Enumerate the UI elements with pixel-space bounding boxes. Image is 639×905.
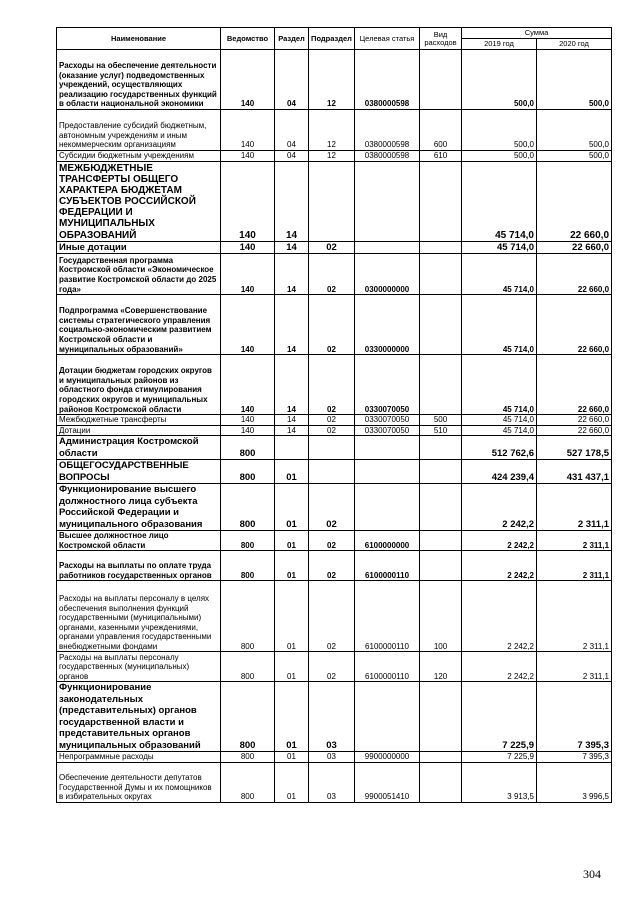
row-name: Расходы на выплаты персоналу в целях обеспечения выполнения функций государственными (муниципальными) органами, казенными учреждениями, органами управления государственными внебюджетными фондами bbox=[57, 581, 221, 652]
row-name: Подпрограмма «Совершенствование системы стратегического управления социально-экономическим развитием Костромской области и муниципальных образований» bbox=[57, 295, 221, 355]
row-subsection: 02 bbox=[309, 484, 355, 531]
row-dept: 800 bbox=[221, 581, 275, 652]
table-row bbox=[57, 415, 612, 426]
row-target: 9900051410 bbox=[355, 763, 420, 803]
row-2020: 22 660,0 bbox=[537, 161, 612, 241]
table-row bbox=[57, 254, 612, 295]
row-section: 01 bbox=[275, 460, 309, 484]
header-name: Наименование bbox=[57, 28, 221, 50]
row-name: Непрограммные расходы bbox=[57, 752, 221, 763]
table-row bbox=[57, 752, 612, 763]
row-name: Дотации bbox=[57, 425, 221, 436]
row-2019: 45 714,0 bbox=[462, 295, 537, 355]
row-2019: 45 714,0 bbox=[462, 425, 537, 436]
row-exp-type bbox=[420, 254, 462, 295]
row-exp-type: 500 bbox=[420, 415, 462, 426]
row-target bbox=[355, 682, 420, 752]
row-exp-type bbox=[420, 355, 462, 415]
row-subsection bbox=[309, 460, 355, 484]
row-2020: 2 311,1 bbox=[537, 551, 612, 581]
row-subsection bbox=[309, 161, 355, 241]
row-subsection: 02 bbox=[309, 355, 355, 415]
row-dept: 800 bbox=[221, 752, 275, 763]
row-dept: 800 bbox=[221, 531, 275, 551]
row-subsection: 12 bbox=[309, 50, 355, 110]
table-row bbox=[57, 484, 612, 531]
row-exp-type: 600 bbox=[420, 110, 462, 151]
row-target: 6100000000 bbox=[355, 531, 420, 551]
row-dept: 140 bbox=[221, 110, 275, 151]
table-row bbox=[57, 551, 612, 581]
row-name: Обеспечение деятельности депутатов Государственной Думы и их помощников в избирательных округах bbox=[57, 763, 221, 803]
row-target: 0330070050 bbox=[355, 355, 420, 415]
row-dept: 800 bbox=[221, 652, 275, 682]
header-section: Раздел bbox=[275, 28, 309, 50]
table-row bbox=[57, 50, 612, 110]
header-year-2019: 2019 год bbox=[462, 39, 537, 50]
row-exp-type: 510 bbox=[420, 425, 462, 436]
row-dept: 800 bbox=[221, 436, 275, 460]
row-subsection: 02 bbox=[309, 551, 355, 581]
row-2020: 500,0 bbox=[537, 50, 612, 110]
row-2019: 45 714,0 bbox=[462, 241, 537, 254]
row-dept: 800 bbox=[221, 551, 275, 581]
row-target bbox=[355, 161, 420, 241]
row-name: ОБЩЕГОСУДАРСТВЕННЫЕ ВОПРОСЫ bbox=[57, 460, 221, 484]
row-exp-type bbox=[420, 460, 462, 484]
row-target: 6100000110 bbox=[355, 581, 420, 652]
row-exp-type: 100 bbox=[420, 581, 462, 652]
row-2020: 527 178,5 bbox=[537, 436, 612, 460]
row-section: 14 bbox=[275, 241, 309, 254]
row-section: 14 bbox=[275, 355, 309, 415]
row-section: 01 bbox=[275, 652, 309, 682]
row-2020: 22 660,0 bbox=[537, 355, 612, 415]
row-section: 01 bbox=[275, 581, 309, 652]
table-row bbox=[57, 161, 612, 241]
row-2020: 2 311,1 bbox=[537, 581, 612, 652]
row-name: Иные дотации bbox=[57, 241, 221, 254]
row-2019: 500,0 bbox=[462, 110, 537, 151]
row-2020: 2 311,1 bbox=[537, 531, 612, 551]
table-row bbox=[57, 682, 612, 752]
row-name: Государственная программа Костромской области «Экономическое развитие Костромской области до 2025 года» bbox=[57, 254, 221, 295]
header-dept: Ведомство bbox=[221, 28, 275, 50]
row-2019: 7 225,9 bbox=[462, 752, 537, 763]
row-section: 14 bbox=[275, 254, 309, 295]
row-exp-type bbox=[420, 752, 462, 763]
row-section: 04 bbox=[275, 50, 309, 110]
row-subsection: 02 bbox=[309, 581, 355, 652]
row-target: 0380000598 bbox=[355, 110, 420, 151]
row-section bbox=[275, 436, 309, 460]
row-exp-type: 610 bbox=[420, 151, 462, 162]
row-dept: 140 bbox=[221, 355, 275, 415]
row-2019: 500,0 bbox=[462, 151, 537, 162]
row-2019: 2 242,2 bbox=[462, 581, 537, 652]
row-dept: 140 bbox=[221, 295, 275, 355]
row-subsection: 02 bbox=[309, 425, 355, 436]
row-section: 14 bbox=[275, 295, 309, 355]
row-target bbox=[355, 241, 420, 254]
row-dept: 800 bbox=[221, 682, 275, 752]
row-name: Дотации бюджетам городских округов и муниципальных районов из областного фонда стимулирования городских округов и муниципальных районов Костромской области bbox=[57, 355, 221, 415]
row-dept: 140 bbox=[221, 425, 275, 436]
row-name: Функционирование законодательных (представительных) органов государственной власти и представительных органов муниципальных образований bbox=[57, 682, 221, 752]
row-subsection: 02 bbox=[309, 254, 355, 295]
row-exp-type bbox=[420, 295, 462, 355]
row-dept: 140 bbox=[221, 241, 275, 254]
row-exp-type bbox=[420, 50, 462, 110]
row-dept: 140 bbox=[221, 50, 275, 110]
budget-table bbox=[56, 27, 612, 803]
table-row bbox=[57, 652, 612, 682]
row-2019: 2 242,2 bbox=[462, 531, 537, 551]
row-target bbox=[355, 436, 420, 460]
row-section: 14 bbox=[275, 425, 309, 436]
row-dept: 140 bbox=[221, 415, 275, 426]
row-name: Администрация Костромской области bbox=[57, 436, 221, 460]
table-row bbox=[57, 110, 612, 151]
row-section: 01 bbox=[275, 531, 309, 551]
row-2019: 2 242,2 bbox=[462, 551, 537, 581]
row-name: Расходы на выплаты персоналу государственных (муниципальных) органов bbox=[57, 652, 221, 682]
table-row bbox=[57, 763, 612, 803]
header-subsection: Подраздел bbox=[309, 28, 355, 50]
row-target: 0380000598 bbox=[355, 151, 420, 162]
header-target: Целевая статья bbox=[355, 28, 420, 50]
row-2019: 45 714,0 bbox=[462, 415, 537, 426]
row-2019: 2 242,2 bbox=[462, 652, 537, 682]
row-target: 0380000598 bbox=[355, 50, 420, 110]
row-2020: 22 660,0 bbox=[537, 295, 612, 355]
row-target bbox=[355, 460, 420, 484]
row-section: 14 bbox=[275, 161, 309, 241]
table-row bbox=[57, 531, 612, 551]
row-subsection: 02 bbox=[309, 241, 355, 254]
row-name: Высшее должностное лицо Костромской области bbox=[57, 531, 221, 551]
row-name: Расходы на выплаты по оплате труда работников государственных органов bbox=[57, 551, 221, 581]
row-dept: 140 bbox=[221, 151, 275, 162]
row-name: Функционирование высшего должностного лица субъекта Российской Федерации и муниципального образования bbox=[57, 484, 221, 531]
row-2020: 22 660,0 bbox=[537, 415, 612, 426]
row-2019: 7 225,9 bbox=[462, 682, 537, 752]
row-name: Субсидии бюджетным учреждениям bbox=[57, 151, 221, 162]
row-exp-type bbox=[420, 161, 462, 241]
row-section: 04 bbox=[275, 110, 309, 151]
row-section: 01 bbox=[275, 551, 309, 581]
row-2019: 2 242,2 bbox=[462, 484, 537, 531]
row-exp-type bbox=[420, 484, 462, 531]
row-exp-type bbox=[420, 531, 462, 551]
row-name: Предоставление субсидий бюджетным, автономным учреждениям и иным некоммерческим организациям bbox=[57, 110, 221, 151]
table-row bbox=[57, 436, 612, 460]
row-2019: 45 714,0 bbox=[462, 254, 537, 295]
row-2020: 2 311,1 bbox=[537, 652, 612, 682]
row-2020: 500,0 bbox=[537, 151, 612, 162]
row-2020: 500,0 bbox=[537, 110, 612, 151]
row-2020: 3 996,5 bbox=[537, 763, 612, 803]
row-2019: 424 239,4 bbox=[462, 460, 537, 484]
row-2019: 3 913,5 bbox=[462, 763, 537, 803]
row-subsection: 02 bbox=[309, 415, 355, 426]
row-subsection: 12 bbox=[309, 151, 355, 162]
row-subsection: 12 bbox=[309, 110, 355, 151]
table-row bbox=[57, 460, 612, 484]
row-target: 0300000000 bbox=[355, 254, 420, 295]
row-section: 04 bbox=[275, 151, 309, 162]
row-target bbox=[355, 484, 420, 531]
row-section: 01 bbox=[275, 682, 309, 752]
row-target: 6100000110 bbox=[355, 551, 420, 581]
row-dept: 800 bbox=[221, 763, 275, 803]
table-row bbox=[57, 581, 612, 652]
table-row bbox=[57, 355, 612, 415]
row-dept: 800 bbox=[221, 460, 275, 484]
header-sum: Сумма bbox=[462, 28, 612, 39]
row-2019: 500,0 bbox=[462, 50, 537, 110]
row-dept: 800 bbox=[221, 484, 275, 531]
row-2020: 22 660,0 bbox=[537, 241, 612, 254]
row-2019: 512 762,6 bbox=[462, 436, 537, 460]
row-dept: 140 bbox=[221, 161, 275, 241]
row-subsection bbox=[309, 436, 355, 460]
row-exp-type bbox=[420, 241, 462, 254]
header-exp-type: Вид расходов bbox=[420, 28, 462, 50]
row-2019: 45 714,0 bbox=[462, 161, 537, 241]
row-name: Расходы на обеспечение деятельности (оказание услуг) подведомственных учреждений, осуществляющих реализацию государственных функций в области национальной экономики bbox=[57, 50, 221, 110]
row-subsection: 02 bbox=[309, 295, 355, 355]
row-exp-type bbox=[420, 551, 462, 581]
table-row bbox=[57, 295, 612, 355]
table-row bbox=[57, 151, 612, 162]
row-subsection: 02 bbox=[309, 531, 355, 551]
row-exp-type bbox=[420, 436, 462, 460]
row-target: 0330000000 bbox=[355, 295, 420, 355]
row-subsection: 03 bbox=[309, 682, 355, 752]
row-target: 6100000110 bbox=[355, 652, 420, 682]
row-exp-type bbox=[420, 682, 462, 752]
row-target: 0330070050 bbox=[355, 425, 420, 436]
row-2019: 45 714,0 bbox=[462, 355, 537, 415]
row-section: 01 bbox=[275, 763, 309, 803]
row-2020: 7 395,3 bbox=[537, 752, 612, 763]
row-section: 01 bbox=[275, 484, 309, 531]
row-name: МЕЖБЮДЖЕТНЫЕ ТРАНСФЕРТЫ ОБЩЕГО ХАРАКТЕРА БЮДЖЕТАМ СУБЪЕКТОВ РОССИЙСКОЙ ФЕДЕРАЦИИ И МУНИЦИПАЛЬНЫХ ОБРАЗОВАНИЙ bbox=[57, 161, 221, 241]
row-2020: 2 311,1 bbox=[537, 484, 612, 531]
table-row bbox=[57, 241, 612, 254]
page-number: 304 bbox=[583, 867, 601, 881]
table-row bbox=[57, 425, 612, 436]
row-2020: 22 660,0 bbox=[537, 254, 612, 295]
row-2020: 431 437,1 bbox=[537, 460, 612, 484]
row-subsection: 02 bbox=[309, 652, 355, 682]
row-target: 9900000000 bbox=[355, 752, 420, 763]
row-exp-type: 120 bbox=[420, 652, 462, 682]
row-target: 0330070050 bbox=[355, 415, 420, 426]
header-year-2020: 2020 год bbox=[537, 39, 612, 50]
row-2020: 7 395,3 bbox=[537, 682, 612, 752]
row-section: 14 bbox=[275, 415, 309, 426]
row-section: 01 bbox=[275, 752, 309, 763]
row-subsection: 03 bbox=[309, 763, 355, 803]
row-exp-type bbox=[420, 763, 462, 803]
row-name: Межбюджетные трансферты bbox=[57, 415, 221, 426]
row-dept: 140 bbox=[221, 254, 275, 295]
row-2020: 22 660,0 bbox=[537, 425, 612, 436]
row-subsection: 03 bbox=[309, 752, 355, 763]
